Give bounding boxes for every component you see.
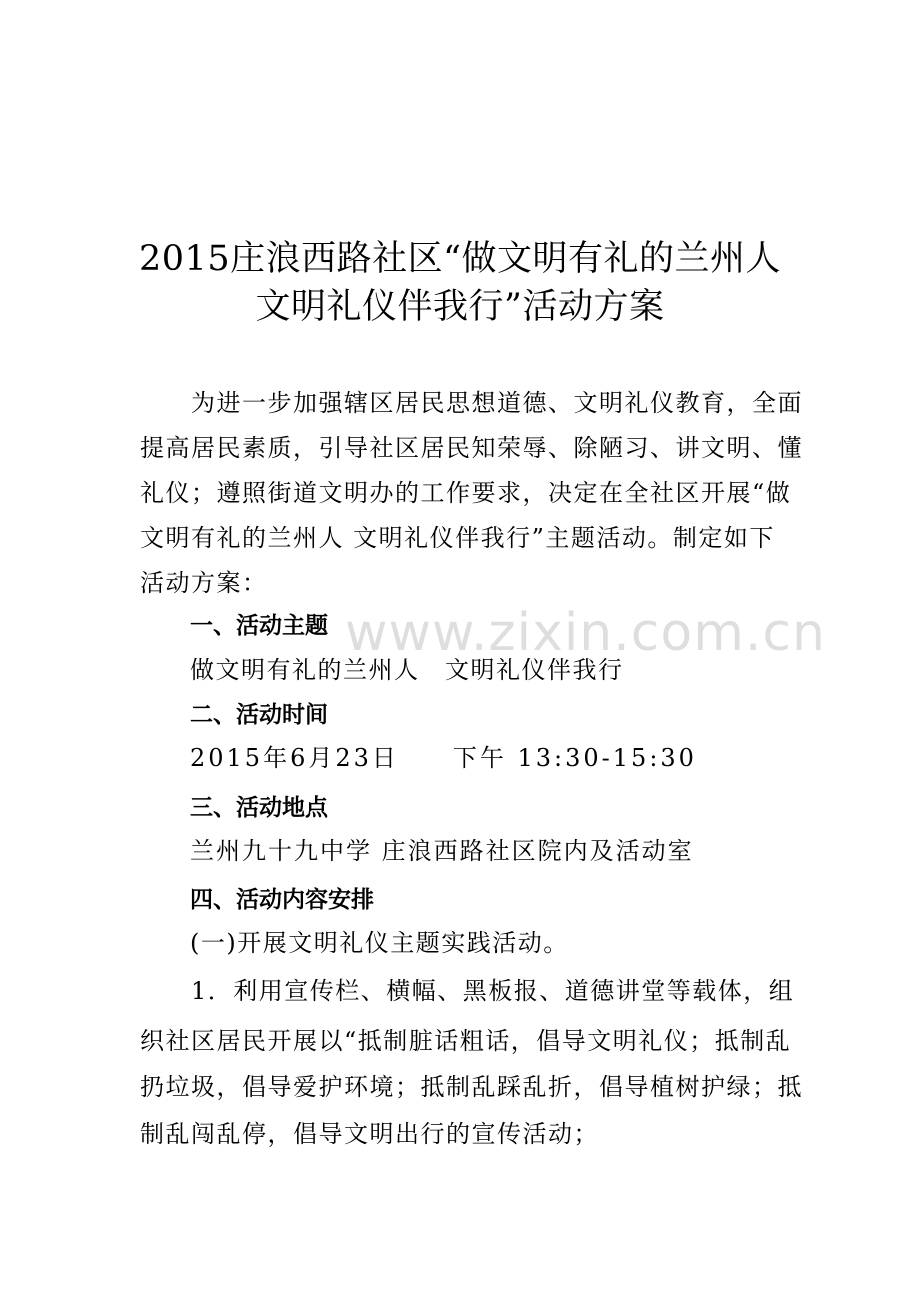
intro-line-5: 活动方案： [140,569,268,597]
intro-line-1: 为进一步加强辖区居民思想道德、文明礼仪教育，全面 [140,389,803,417]
item1-line-4: 制乱闯乱停，倡导文明出行的宣传活动； [140,1120,599,1148]
intro-line-3: 礼仪；遵照街道文明办的工作要求，决定在全社区开展“做 [140,479,792,507]
subsection-heading: (一)开展文明礼仪主题实践活动。 [190,929,569,957]
section-content-location: 兰州九十九中学 庄浪西路社区院内及活动室 [190,837,694,865]
section-content-theme: 做文明有礼的兰州人 文明礼仪伴我行 [190,656,624,684]
section-heading-time: 二、活动时间 [190,702,328,728]
section-content-time: 2015年6月23日 下午 13:30-15:30 [190,744,697,772]
document-title-line-1: 2015庄浪西路社区“做文明有礼的兰州人 [139,239,781,279]
item1-line-3: 扔垃圾，倡导爱护环境；抵制乱踩乱折，倡导植树护绿；抵 [140,1073,803,1101]
section-heading-location: 三、活动地点 [190,795,328,821]
item1-line-1: 1．利用宣传栏、横幅、黑板报、道德讲堂等载体，组 [140,977,795,1005]
intro-line-2: 提高居民素质，引导社区居民知荣辱、除陋习、讲文明、懂 [140,434,803,462]
document-title-line-2: 文明礼仪伴我行”活动方案 [255,287,665,327]
section-heading-content: 四、活动内容安排 [190,887,374,913]
item1-line-2: 织社区居民开展以“抵制脏话粗话，倡导文明礼仪；抵制乱 [140,1027,792,1055]
watermark-text: www.zixin.com.cn [345,603,826,663]
section-heading-theme: 一、活动主题 [190,613,328,639]
intro-line-4: 文明有礼的兰州人 文明礼仪伴我行”主题活动。制定如下 [140,524,775,552]
